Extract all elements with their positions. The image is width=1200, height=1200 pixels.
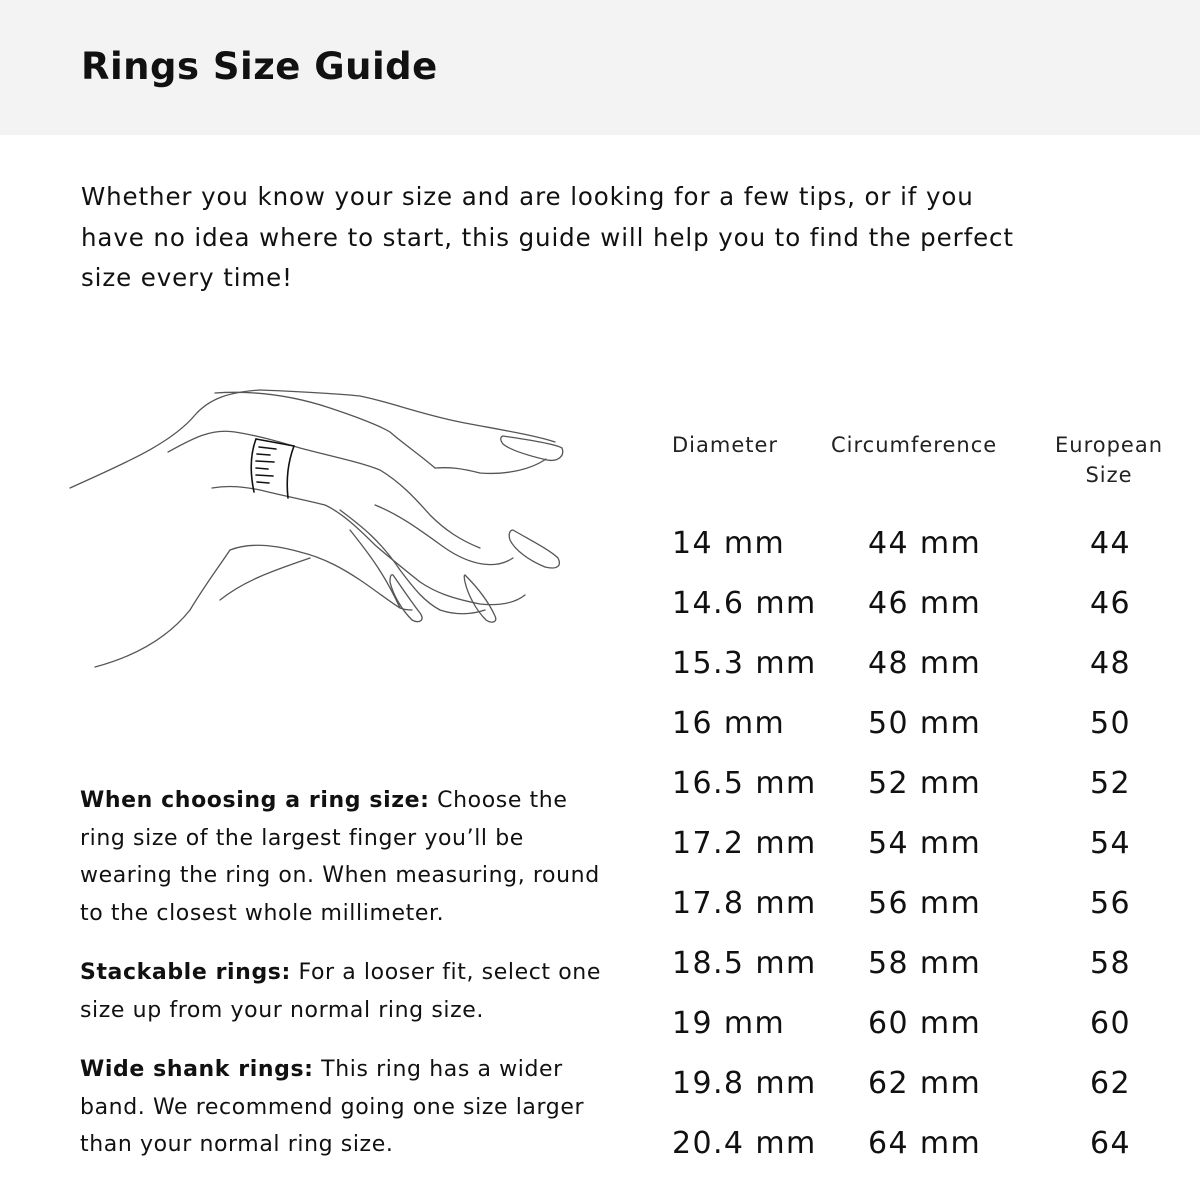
table-row (672, 934, 1200, 994)
hand-with-measuring-ring-icon (60, 370, 600, 680)
cell-circumference: 44 mm (868, 526, 982, 561)
cell-european-size: 52 (1090, 766, 1131, 801)
table-row (672, 994, 1200, 1054)
cell-diameter: 14.6 mm (672, 586, 817, 621)
cell-european-size: 48 (1090, 646, 1131, 681)
cell-circumference: 46 mm (868, 586, 982, 621)
cell-diameter: 19 mm (672, 1006, 786, 1041)
cell-diameter: 18.5 mm (672, 946, 817, 981)
cell-circumference: 56 mm (868, 886, 982, 921)
cell-diameter: 15.3 mm (672, 646, 817, 681)
table-row (672, 1054, 1200, 1114)
column-header-diameter: Diameter (672, 433, 779, 457)
header-band (0, 0, 1200, 135)
cell-diameter: 20.4 mm (672, 1126, 817, 1161)
cell-diameter: 19.8 mm (672, 1066, 817, 1101)
table-row (672, 514, 1200, 574)
page-title: Rings Size Guide (81, 45, 438, 88)
column-header-circumference: Circumference (831, 433, 998, 457)
cell-circumference: 62 mm (868, 1066, 982, 1101)
tip-label: Stackable rings: (80, 960, 291, 985)
cell-european-size: 58 (1090, 946, 1131, 981)
cell-diameter: 16 mm (672, 706, 786, 741)
intro-paragraph: Whether you know your size and are looking for a few tips, or if you have no idea where to start, this guide will help you to find the perfect size every time! (81, 182, 1014, 292)
cell-circumference: 60 mm (868, 1006, 982, 1041)
column-header-european-line1: European (1054, 433, 1164, 457)
cell-diameter: 14 mm (672, 526, 786, 561)
table-row (672, 1114, 1200, 1174)
table-row (672, 874, 1200, 934)
tips-section (80, 782, 620, 1186)
tip-text: Choose the ring size of the largest finger you’ll be wearing the ring on. When measuring, round to the closest whole millimeter. (80, 788, 600, 926)
cell-european-size: 64 (1090, 1126, 1131, 1161)
ring-size-table (672, 430, 1200, 1174)
tip-wide-shank-rings (80, 1051, 620, 1164)
table-row (672, 694, 1200, 754)
table-row (672, 754, 1200, 814)
tip-choosing-size (80, 782, 620, 932)
tip-label: When choosing a ring size: (80, 788, 430, 813)
cell-european-size: 54 (1090, 826, 1131, 861)
cell-circumference: 50 mm (868, 706, 982, 741)
cell-circumference: 58 mm (868, 946, 982, 981)
cell-circumference: 48 mm (868, 646, 982, 681)
cell-european-size: 62 (1090, 1066, 1131, 1101)
cell-circumference: 52 mm (868, 766, 982, 801)
tip-text: For a looser fit, select one size up from your normal ring size. (80, 960, 601, 1023)
cell-european-size: 60 (1090, 1006, 1131, 1041)
cell-circumference: 64 mm (868, 1126, 982, 1161)
tip-text: This ring has a wider band. We recommend going one size larger than your normal ring size. (80, 1057, 585, 1157)
cell-diameter: 17.2 mm (672, 826, 817, 861)
column-header-european-size (1048, 430, 1170, 490)
cell-european-size: 56 (1090, 886, 1131, 921)
cell-european-size: 50 (1090, 706, 1131, 741)
cell-diameter: 17.8 mm (672, 886, 817, 921)
table-row (672, 634, 1200, 694)
tip-stackable-rings (80, 954, 620, 1029)
cell-circumference: 54 mm (868, 826, 982, 861)
cell-european-size: 44 (1090, 526, 1131, 561)
table-body (672, 514, 1200, 1174)
table-row (672, 814, 1200, 874)
tip-label: Wide shank rings: (80, 1057, 314, 1082)
column-header-european-line2: Size (1085, 463, 1133, 487)
table-header (672, 430, 1200, 514)
cell-diameter: 16.5 mm (672, 766, 817, 801)
table-row (672, 574, 1200, 634)
cell-european-size: 46 (1090, 586, 1131, 621)
